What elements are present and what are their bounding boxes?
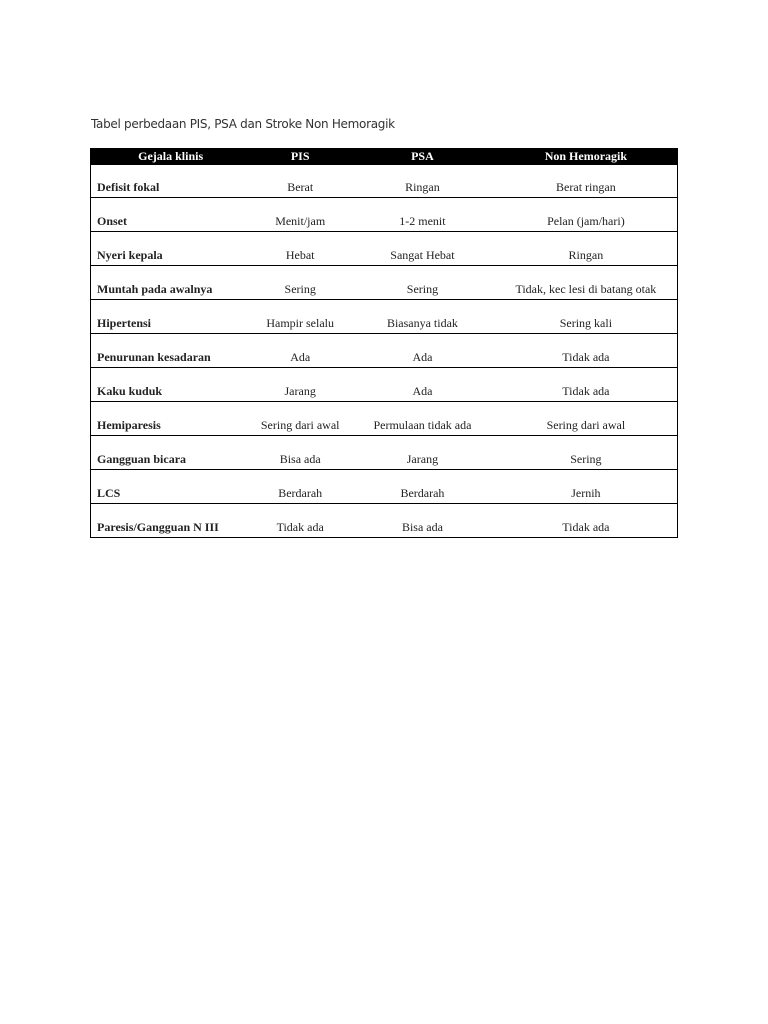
row-label: LCS	[91, 470, 251, 504]
cell-psa: Bisa ada	[350, 504, 495, 538]
cell-psa: Sering	[350, 266, 495, 300]
table-row	[91, 232, 678, 266]
cell-pis: Sering dari awal	[250, 402, 350, 436]
cell-non-hemoragik: Tidak ada	[495, 504, 678, 538]
cell-non-hemoragik: Jernih	[495, 470, 678, 504]
cell-pis: Menit/jam	[250, 198, 350, 232]
row-label: Paresis/Gangguan N III	[91, 504, 251, 538]
row-label: Hipertensi	[91, 300, 251, 334]
cell-non-hemoragik: Pelan (jam/hari)	[495, 198, 678, 232]
cell-pis: Hebat	[250, 232, 350, 266]
cell-psa: 1-2 menit	[350, 198, 495, 232]
cell-pis: Berat	[287, 180, 314, 194]
row-label: Defisit fokal	[97, 180, 160, 194]
cell-non-hemoragik: Berat ringan	[556, 180, 616, 194]
cell-psa: Ringan	[405, 180, 440, 194]
cell-pis: Sering	[250, 266, 350, 300]
table-row	[91, 266, 678, 300]
row-label: Onset	[91, 198, 251, 232]
row-label: Muntah pada awalnya	[91, 266, 251, 300]
table-row	[91, 402, 678, 436]
cell-psa: Ada	[350, 334, 495, 368]
cell-non-hemoragik: Ringan	[495, 232, 678, 266]
cell-psa: Sangat Hebat	[350, 232, 495, 266]
header-gejala-klinis: Gejala klinis	[91, 148, 251, 165]
cell-pis: Ada	[250, 334, 350, 368]
cell-psa: Ada	[350, 368, 495, 402]
cell-pis: Berdarah	[250, 470, 350, 504]
row-label: Penurunan kesadaran	[91, 334, 251, 368]
cell-non-hemoragik: Tidak ada	[495, 368, 678, 402]
cell-psa: Biasanya tidak	[350, 300, 495, 334]
cell-psa: Permulaan tidak ada	[350, 402, 495, 436]
header-pis: PIS	[250, 148, 350, 165]
cell-non-hemoragik: Tidak ada	[495, 334, 678, 368]
header-row	[91, 148, 678, 165]
table-row	[91, 436, 678, 470]
cell-pis: Jarang	[250, 368, 350, 402]
row-label: Hemiparesis	[91, 402, 251, 436]
cell-non-hemoragik: Sering dari awal	[495, 402, 678, 436]
table-row	[91, 334, 678, 368]
cell-psa: Berdarah	[350, 470, 495, 504]
table-row	[91, 470, 678, 504]
row-label: Kaku kuduk	[91, 368, 251, 402]
table-row	[91, 198, 678, 232]
header-non-hemoragik: Non Hemoragik	[495, 148, 678, 165]
header-psa: PSA	[350, 148, 495, 165]
cell-psa: Jarang	[350, 436, 495, 470]
table-body	[91, 165, 678, 538]
row-label: Nyeri kepala	[91, 232, 251, 266]
table-row	[91, 368, 678, 402]
cell-non-hemoragik: Sering kali	[495, 300, 678, 334]
cell-pis: Hampir selalu	[250, 300, 350, 334]
table-row	[91, 504, 678, 538]
table-caption: Tabel perbedaan PIS, PSA dan Stroke Non Hemoragik	[91, 117, 395, 131]
cell-non-hemoragik: Tidak, kec lesi di batang otak	[495, 266, 678, 300]
table-row	[91, 300, 678, 334]
cell-pis: Tidak ada	[250, 504, 350, 538]
row-label: Gangguan bicara	[91, 436, 251, 470]
table-row	[91, 165, 678, 198]
cell-pis: Bisa ada	[250, 436, 350, 470]
table-header	[91, 148, 678, 165]
comparison-table	[90, 148, 678, 538]
cell-non-hemoragik: Sering	[495, 436, 678, 470]
